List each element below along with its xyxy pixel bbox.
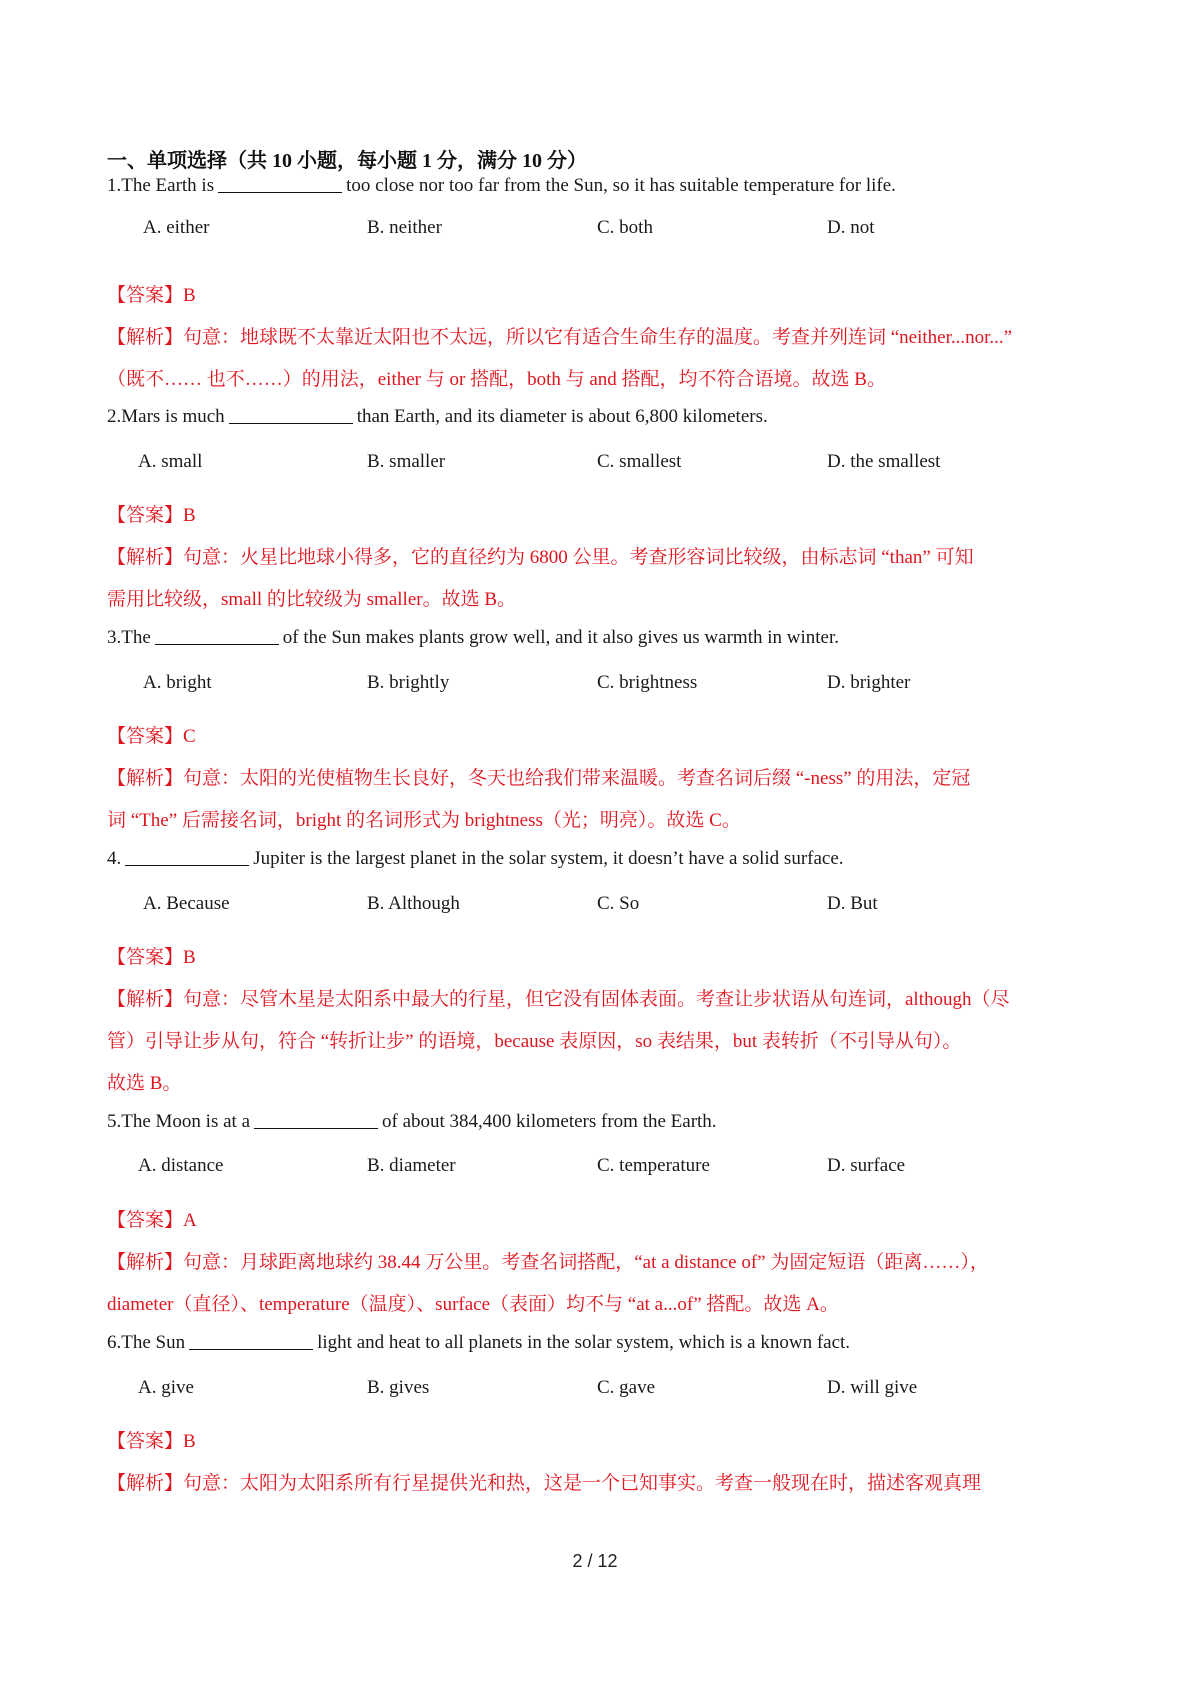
question-6-option-a: A. give [138, 1377, 194, 1398]
question-2-option-a: A. small [138, 451, 203, 472]
question-6-stem-pre: 6.The Sun [107, 1332, 186, 1353]
question-3-stem-post: of the Sun makes plants grow well, and it also gives us warmth in winter. [282, 627, 839, 648]
question-5-analysis-line-1: 【解析】句意：月球距离地球约 38.44 万公里。考查名词搭配，“at a distance of” 为固定短语（距离……）， [107, 1252, 989, 1273]
question-4-blank [125, 847, 249, 866]
question-6-analysis-line-1: 【解析】句意：太阳为太阳系所有行星提供光和热，这是一个已知事实。考查一般现在时，描述客观真理 [107, 1473, 982, 1494]
answer-value: B [183, 1431, 196, 1452]
question-1-stem [107, 174, 896, 197]
answer-value: C [183, 726, 196, 747]
question-2-stem [107, 405, 768, 428]
answer-tag: 【答案】 [107, 1210, 184, 1231]
question-5-stem [107, 1110, 717, 1133]
answer-value: B [183, 505, 196, 526]
answer-tag: 【答案】 [107, 505, 184, 526]
answer-tag: 【答案】 [107, 947, 184, 968]
question-6-option-d: D. will give [827, 1377, 918, 1398]
answer-tag: 【答案】 [107, 726, 184, 747]
question-3-option-c: C. brightness [597, 672, 698, 693]
question-1-answer [107, 280, 196, 307]
question-5-option-d: D. surface [827, 1155, 906, 1176]
question-4-analysis-line-2: 管）引导让步从句，符合 “转折让步” 的语境，because 表原因，so 表结果，but 表转折（不引导从句）。 [107, 1031, 962, 1052]
question-2-blank [229, 405, 353, 424]
question-4-stem [107, 847, 844, 870]
question-1-option-d: D. not [827, 217, 875, 238]
question-4-analysis-line-1: 【解析】句意：尽管木星是太阳系中最大的行星，但它没有固体表面。考查让步状语从句连词，although（尽 [107, 989, 1010, 1010]
question-1-option-c: C. both [597, 217, 653, 238]
question-1-analysis-line-2: （既不…… 也不……）的用法，either 与 or 搭配，both 与 and 搭配，均不符合语境。故选 B。 [107, 369, 886, 390]
question-2-option-d: D. the smallest [827, 451, 941, 472]
question-5-blank [254, 1110, 378, 1129]
question-4-option-d: D. But [827, 893, 878, 914]
question-4-stem-pre: 4. [107, 848, 122, 869]
question-4-option-c: C. So [597, 893, 640, 914]
question-6-stem [107, 1331, 850, 1354]
answer-value: B [183, 285, 196, 306]
question-4-option-b: B. Although [367, 893, 460, 914]
question-4-option-a: A. Because [143, 893, 230, 914]
question-5-stem-pre: 5.The Moon is at a [107, 1111, 251, 1132]
question-5-option-b: B. diameter [367, 1155, 456, 1176]
question-1-blank [218, 174, 342, 193]
question-2-option-b: B. smaller [367, 451, 446, 472]
question-2-stem-pre: 2.Mars is much [107, 406, 225, 427]
question-4-answer [107, 942, 196, 969]
question-5-answer [107, 1205, 197, 1232]
question-6-answer [107, 1426, 196, 1453]
section-title: 一、单项选择（共 10 小题，每小题 1 分，满分 10 分） [107, 150, 587, 172]
question-3-option-d: D. brighter [827, 672, 911, 693]
question-6-blank [189, 1331, 313, 1350]
question-4-analysis-line-3: 故选 B。 [107, 1073, 182, 1094]
answer-value: B [183, 947, 196, 968]
question-2-analysis-line-2: 需用比较级，small 的比较级为 smaller。故选 B。 [107, 589, 517, 610]
question-1-option-a: A. either [143, 217, 210, 238]
question-3-answer [107, 721, 196, 748]
question-6-option-c: C. gave [597, 1377, 656, 1398]
page-number: 2 / 12 [572, 1551, 618, 1571]
question-1-option-b: B. neither [367, 217, 442, 238]
question-5-option-c: C. temperature [597, 1155, 710, 1176]
question-2-answer [107, 500, 196, 527]
answer-tag: 【答案】 [107, 285, 184, 306]
answer-value: A [183, 1210, 197, 1231]
question-2-analysis-line-1: 【解析】句意：火星比地球小得多，它的直径约为 6800 公里。考查形容词比较级，由标志词 “than” 可知 [107, 547, 974, 568]
question-3-stem-pre: 3.The [107, 627, 151, 648]
question-2-stem-post: than Earth, and its diameter is about 6,800 kilometers. [356, 406, 768, 427]
question-2-option-c: C. smallest [597, 451, 682, 472]
question-3-option-b: B. brightly [367, 672, 450, 693]
question-6-option-b: B. gives [367, 1377, 430, 1398]
question-3-blank [155, 626, 279, 645]
question-5-analysis-line-2: diameter（直径）、temperature（温度）、surface（表面）均不与 “at a...of” 搭配。故选 A。 [107, 1294, 839, 1315]
question-3-stem [107, 626, 839, 649]
question-1-analysis-line-1: 【解析】句意：地球既不太靠近太阳也不太远，所以它有适合生命生存的温度。考查并列连词 “neither...nor...” [107, 327, 1013, 348]
answer-tag: 【答案】 [107, 1431, 184, 1452]
question-3-option-a: A. bright [143, 672, 212, 693]
question-5-option-a: A. distance [138, 1155, 224, 1176]
question-6-stem-post: light and heat to all planets in the solar system, which is a known fact. [317, 1332, 851, 1353]
question-5-stem-post: of about 384,400 kilometers from the Earth. [382, 1111, 717, 1132]
question-4-stem-post: Jupiter is the largest planet in the solar system, it doesn’t have a solid surface. [253, 848, 844, 869]
question-3-analysis-line-2: 词 “The” 后需接名词，bright 的名词形式为 brightness（光；明亮）。故选 C。 [107, 810, 741, 831]
question-1-stem-pre: 1.The Earth is [107, 175, 215, 196]
question-1-stem-post: too close nor too far from the Sun, so it has suitable temperature for life. [346, 175, 896, 196]
question-3-analysis-line-1: 【解析】句意：太阳的光使植物生长良好，冬天也给我们带来温暖。考查名词后缀 “-ness” 的用法，定冠 [107, 768, 971, 789]
